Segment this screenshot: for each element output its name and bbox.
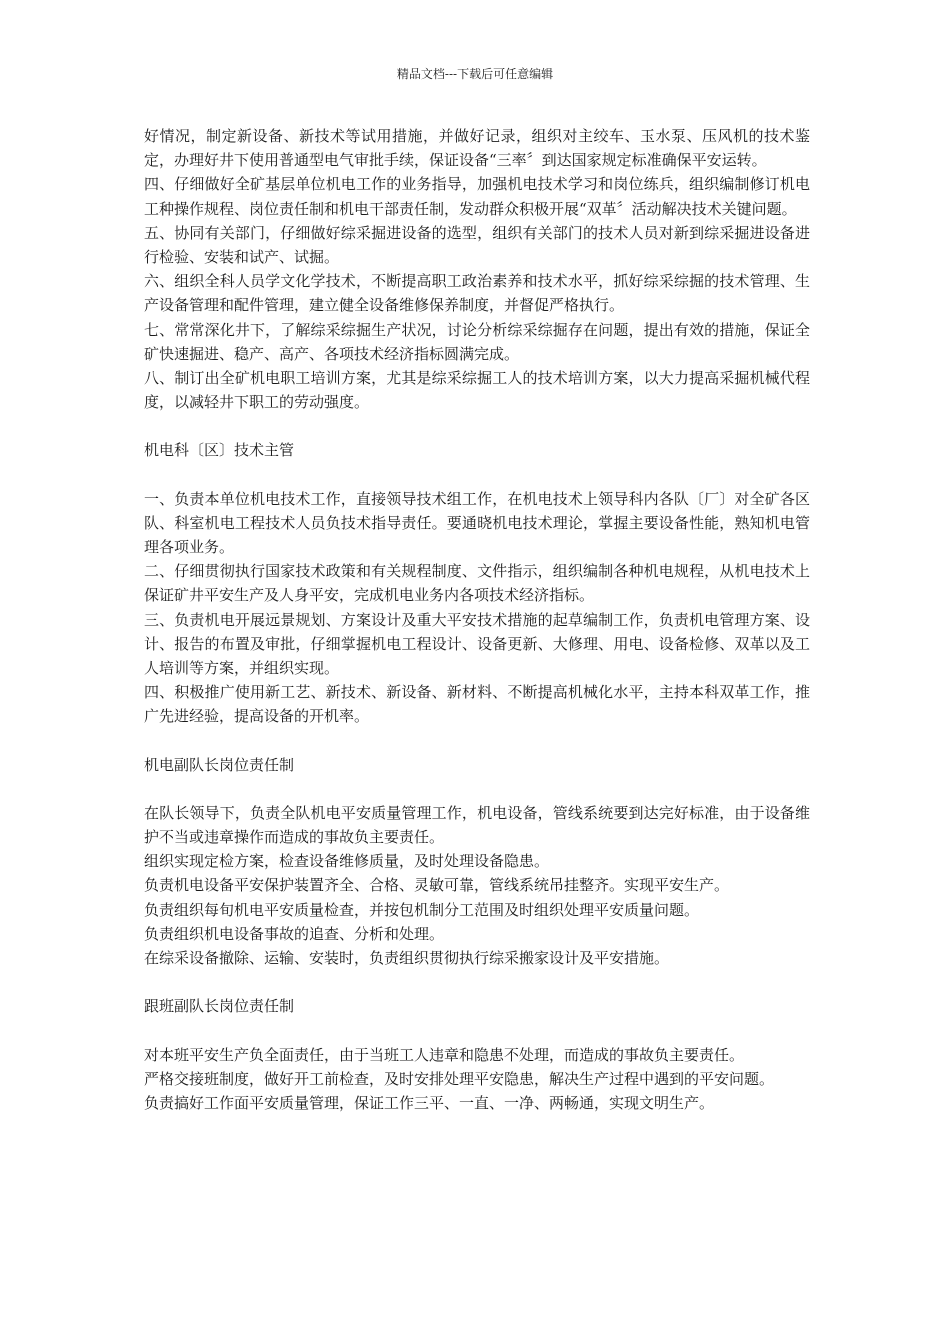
- paragraph: 负责组织机电设备事故的追查、分析和处理。: [144, 924, 445, 943]
- paragraph: 负责机电设备平安保护装置齐全、合格、灵敏可靠，管线系统吊挂整齐。实现平安生产。: [144, 876, 730, 895]
- paragraph: 在综采设备撤除、运输、安装时，负责组织贯彻执行综采搬家设计及平安措施。: [144, 949, 670, 968]
- paragraph: 三、负责机电开展远景规划、方案设计及重大平安技术措施的起草编制工作，负责机电管理方案、设计、报告的布置及审批，仔细掌握机电工程设计、设备更新、大修理、用电、设备检修、双革以及工人培训等方案，并组织实现。: [144, 610, 810, 678]
- paragraph: 组织实现定检方案，检查设备维修质量，及时处理设备隐患。: [144, 852, 550, 871]
- section-technical-supervisor: [144, 438, 810, 728]
- page-header: 精品文档---下载后可任意编辑: [396, 67, 554, 81]
- section-shift-deputy-leader: [144, 994, 810, 1115]
- paragraph: 对本班平安生产负全面责任，由于当班工人违章和隐患不处理，而造成的事故负主要责任。: [144, 1045, 745, 1064]
- paragraph: 负责搞好工作面平安质量管理，保证工作三平、一直、一净、两畅通，实现文明生产。: [144, 1093, 715, 1112]
- paragraph: 二、仔细贯彻执行国家技术政策和有关规程制度、文件指示，组织编制各种机电规程，从机电技术上保证矿井平安生产及人身平安，完成机电业务内各项技术经济指标。: [144, 562, 810, 605]
- paragraph: 四、积极推广使用新工艺、新技术、新设备、新材料、不断提高机械化水平，主持本科双革工作，推广先进经验，提高设备的开机率。: [144, 683, 810, 726]
- paragraph: 在队长领导下，负责全队机电平安质量管理工作，机电设备，管线系统要到达完好标准，由于设备维护不当或违章操作而造成的事故负主要责任。: [144, 803, 810, 847]
- paragraph: 四、仔细做好全矿基层单位机电工作的业务指导，加强机电技术学习和岗位练兵，组织编制修订机电工种操作规程、岗位责任制和机电干部责任制，发动群众积极开展“双革〞活动解决技术关键问题。: [144, 175, 810, 218]
- paragraph: 负责组织每旬机电平安质量检查，并按包机制分工范围及时组织处理平安质量问题。: [144, 900, 700, 919]
- paragraph: 六、组织全科人员学文化学技术，不断提高职工政治素养和技术水平，抓好综采综掘的技术管理、生产设备管理和配件管理，建立健全设备维修保养制度，并督促严格执行。: [144, 272, 810, 315]
- document-body: [144, 124, 810, 1115]
- paragraph: 好情况，制定新设备、新技术等试用措施，并做好记录，组织对主绞车、玉水泵、压风机的技术鉴定，办理好井下使用普通型电气审批手续，保证设备“三率〞到达国家规定标准确保平安运转。: [144, 127, 810, 170]
- section-heading: 机电副队长岗位责任制: [144, 755, 295, 774]
- section-heading: 跟班副队长岗位责任制: [144, 997, 295, 1016]
- paragraph: 五、协同有关部门，仔细做好综采掘进设备的选型，组织有关部门的技术人员对新到综采掘进设备进行检验、安装和试产、试掘。: [144, 223, 810, 267]
- section-heading: 机电科〔区〕技术主管: [144, 441, 295, 460]
- paragraph: 严格交接班制度，做好开工前检查，及时安排处理平安隐患，解决生产过程中遇到的平安问题。: [144, 1069, 775, 1088]
- section-deputy-team-leader: [144, 753, 810, 971]
- paragraph: 一、负责本单位机电技术工作，直接领导技术组工作，在机电技术上领导科内各队〔厂〕对全矿各区队、科室机电工程技术人员负技术指导责任。要通晓机电技术理论，掌握主要设备性能，熟知机电管理各项业务。: [144, 489, 810, 557]
- section-equipment-duties: [144, 124, 810, 414]
- paragraph: 八、制订出全矿机电职工培训方案，尤其是综采综掘工人的技术培训方案，以大力提高采掘机械代程度，以减轻井下职工的劳动强度。: [144, 369, 810, 412]
- paragraph: 七、常常深化井下，了解综采综掘生产状况，讨论分析综采综掘存在问题，提出有效的措施，保证全矿快速掘进、稳产、高产、各项技术经济指标圆满完成。: [144, 320, 810, 363]
